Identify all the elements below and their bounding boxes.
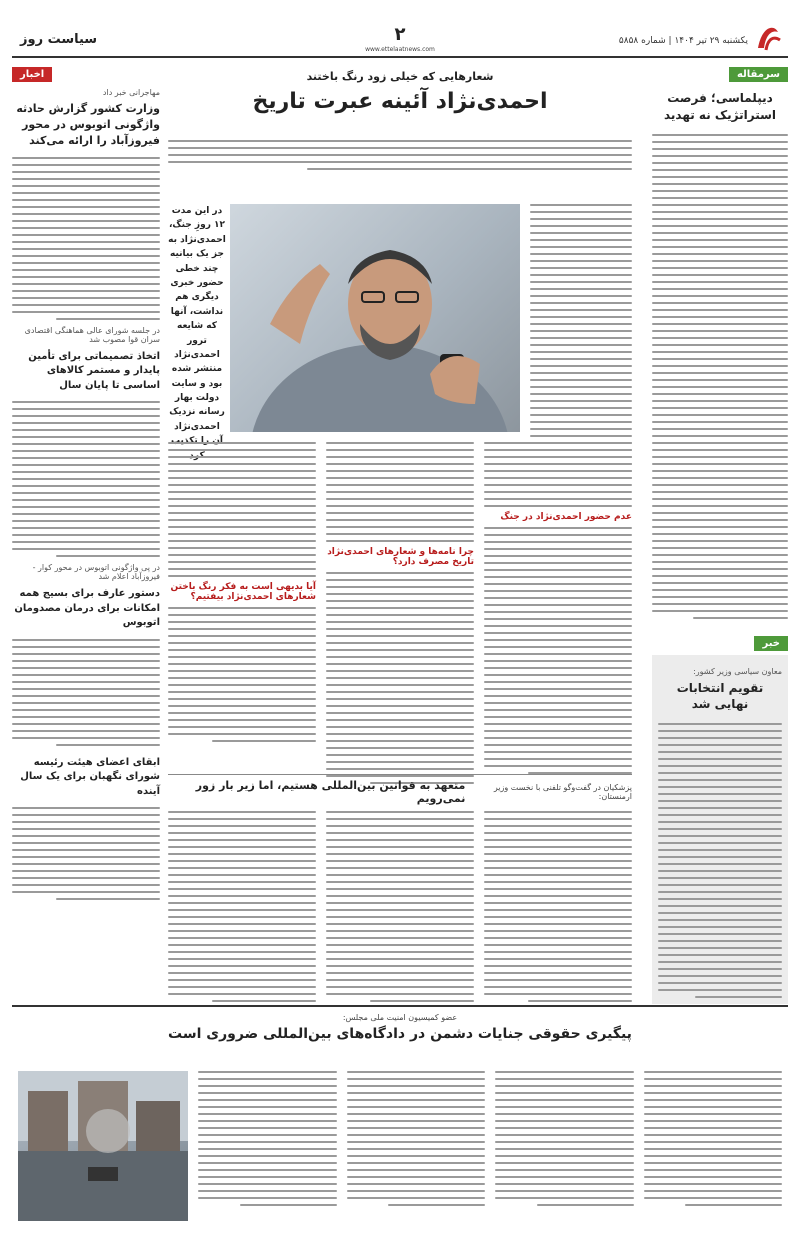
news-kicker-2: در جلسه شورای عالی هماهنگی اقتصادی سران قوا مصوب شد (24, 325, 160, 344)
subhead-1: عدم حضور احمدی‌نژاد در جنگ (500, 512, 632, 522)
main-headline: احمدی‌نژاد آئینه عبرت تاریخ (252, 89, 548, 114)
main-kicker: شعارهایی که خیلی زود رنگ باختند (306, 70, 494, 83)
news-box (652, 655, 788, 1005)
news-kicker-3: در پی واژگونی اتوبوس در محور کوار - فیروزآباد اعلام شد (32, 563, 160, 582)
bottom-title: پیگیری حقوقی جنایات دشمن در دادگاه‌های بین‌المللی ضروری است (168, 1026, 632, 1042)
news-title-4: ابقای اعضای هیئت رئیسه شورای نگهبان برای یک سال آینده (20, 756, 160, 797)
page-header (12, 18, 788, 58)
bottom-kicker: عضو کمیسیون امنیت ملی مجلس: (342, 1013, 458, 1022)
site-url[interactable]: www.ettelaatnews.com (365, 46, 435, 53)
news-kicker: معاون سیاسی وزیر کشور: (693, 666, 782, 676)
street-photo (18, 1071, 188, 1221)
editorial-column (652, 62, 788, 1004)
subhead-2: چرا نامه‌ها و شعارهای احمدی‌نژاد تاریخ مصرف دارد؟ (327, 547, 474, 567)
editorial-body (652, 134, 788, 619)
news-section-label: اخبار (12, 67, 52, 82)
pezeshkian-article (168, 774, 632, 1002)
main-article (168, 62, 632, 805)
main-body-col-2 (484, 442, 632, 774)
main-body-col-3 (326, 442, 474, 784)
pezeshkian-title: متعهد به قوانین بین‌المللی هستیم، اما زیر بار زور نمی‌رویم (195, 779, 466, 805)
news-title-2: اتخاذ تصمیماتی برای تأمین پایدار و مستمر کالاهای اساسی تا پایان سال (28, 350, 160, 391)
news-body (658, 723, 782, 998)
ahmadinejad-photo (230, 204, 520, 432)
portrait-illustration-icon (230, 204, 520, 432)
editorial-label: سرمقاله (729, 67, 788, 82)
section-title: سیاست روز (20, 32, 98, 47)
lead-paragraph (168, 140, 632, 170)
news-kicker-1: مهاجرانی خبر داد (102, 88, 160, 97)
subhead-3: آیا بدیهی است به فکر رنگ باختن شعارهای احمدی‌نژاد بیفتیم؟ (170, 582, 316, 602)
news-title-1: وزارت کشور گزارش حادثه واژگونی اتوبوس در محور فیروزآباد را ارائه می‌کند (16, 102, 160, 147)
main-body-col-1 (530, 204, 632, 479)
pull-quote: در این مدت ۱۲ روزِ جنگ، احمدی‌نژاد به جز یک بیانیه چند خطی حضور خبری دیگری هم نداشت، آنها که شایعه ترور احمدی‌نژاد منتشر شده بود و سایت دولت بهار رسانه نزدیک احمدی‌نژاد (168, 206, 226, 432)
news-title-3: دستور عارف برای بسیج همه امکانات برای درمان مصدومان اتوبوس (14, 588, 160, 629)
main-body-col-4 (168, 442, 316, 742)
editorial-title: دیپلماسی؛ فرصت استراتژیک نه تهدید (663, 91, 777, 122)
pezeshkian-kicker: پزشکیان در گفت‌وگو تلفنی با نخست وزیر ارمنستان: (493, 783, 632, 801)
issue-date: یکشنبه ۲۹ تیر ۱۴۰۴ | شماره ۵۸۵۸ (618, 36, 748, 46)
news-label: خبر (754, 636, 788, 651)
page-number: ۲ (394, 24, 406, 45)
newspaper-logo-icon (754, 22, 782, 52)
bottom-article (12, 1005, 788, 1230)
news-column (12, 62, 160, 900)
street-scene-icon (18, 1071, 188, 1221)
news-title: تقویم انتخابات نهایی شد (676, 680, 764, 712)
